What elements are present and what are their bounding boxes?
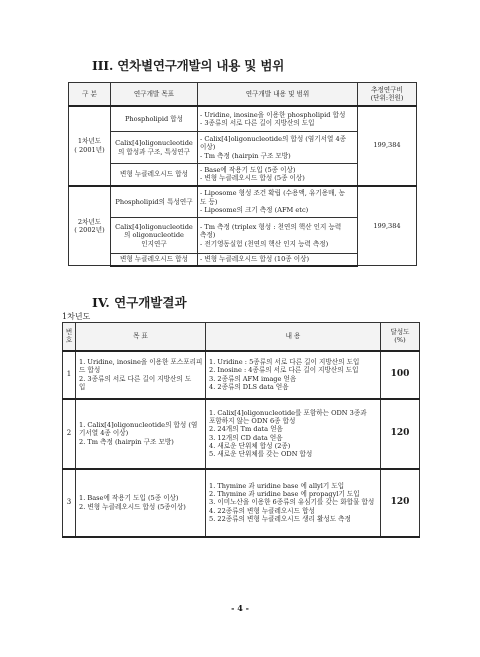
content-line: 3. 2종류의 AFM image 얻음 xyxy=(209,374,297,383)
row-goal xyxy=(76,469,206,537)
content-line: 도 등) xyxy=(200,197,218,206)
goal-line: 2. 3종류의 서로 다른 길이 지방산의 도 xyxy=(79,374,192,383)
header-budget-label: 추정연구비 xyxy=(371,85,403,94)
row-achievement: 120 xyxy=(381,399,420,469)
goal-line: 드 합성 xyxy=(79,366,101,375)
content-line: 2. Inosine : 4종류의 서로 다른 길이 지방산의 도입 xyxy=(209,366,359,375)
header-goal: 목 표 xyxy=(76,323,206,351)
content-line: 4. 새로운 단위체 합성 (2종) xyxy=(209,441,291,450)
row-content xyxy=(206,351,381,399)
goal-line: 의 합성과 구조, 특성연구 xyxy=(117,147,191,156)
content-line: - Base에 작용기 도입 (5종 이상) xyxy=(200,166,296,175)
row-number: 3 xyxy=(63,469,76,537)
year1-goal-3: 변형 누클레오시드 합성 xyxy=(111,164,198,186)
row-goal xyxy=(76,399,206,469)
content-line: - 3종류의 서로 다른 길이 지방산의 도입 xyxy=(200,118,315,127)
page-number: - 4 - xyxy=(231,603,249,613)
goal-line: 의 oligonucleotide xyxy=(124,231,184,240)
row-achievement: 120 xyxy=(381,469,420,537)
content-line: - Tm 측정 (triplex 형성 : 천연의 핵산 인지 능력 xyxy=(200,223,342,232)
header-number-line: 호 xyxy=(65,336,73,345)
content-line: 포함하지 않는 ODN 6종 합성 xyxy=(209,417,296,426)
year1-content-3 xyxy=(198,164,358,186)
content-line: 5. 22종류의 변형 누클레오시드 생리 활성도 측정 xyxy=(209,514,351,523)
row-content xyxy=(206,399,381,469)
year1-goal-1: Phospholipid 합성 xyxy=(111,106,198,132)
goal-line: 1. Calix[4]oligonucleotide의 합성 (염 xyxy=(79,421,198,430)
header-budget xyxy=(358,83,417,106)
year1-label: 1차년도 xyxy=(77,137,102,146)
row-number: 2 xyxy=(63,399,76,469)
content-line: - Uridine, inosine을 이용한 phospholipid 합성 xyxy=(200,110,346,119)
content-line: 2. 24개의 Tm data 얻음 xyxy=(209,425,283,434)
year2-goal-2 xyxy=(111,218,198,254)
table-row xyxy=(63,399,420,469)
content-line: - Calix[4]oligonucleotide의 합성 (염기서열 4종 xyxy=(200,135,347,144)
goal-line: Calix[4]oligonucleotide xyxy=(115,223,193,232)
content-line: - Liposome의 크기 측정 (AFM etc) xyxy=(200,205,309,214)
year2-content-1 xyxy=(198,186,358,218)
content-line: 4. 22종류의 변형 누클레오시드 합성 xyxy=(209,506,315,515)
header-category: 구 분 xyxy=(69,83,111,106)
table-row xyxy=(69,186,417,218)
year1-budget: 199,384 xyxy=(358,106,417,186)
year2-label: 2차년도 xyxy=(77,217,102,226)
header-number-line: 번 xyxy=(65,328,73,337)
content-line: - 변형 누클레오시드 합성 (5종 이상) xyxy=(200,174,305,183)
year2-budget: 199,384 xyxy=(358,186,417,266)
header-budget-unit: (단위:천원) xyxy=(370,93,404,102)
row-number: 1 xyxy=(63,351,76,399)
table-row xyxy=(69,106,417,132)
goal-line: 기서열 4종 이상) xyxy=(79,429,129,438)
year2-goal-3: 변형 누클레오시드 합성 xyxy=(111,254,198,266)
year1-content-1 xyxy=(198,106,358,132)
goal-line: 1. Base에 작용기 도입 (5종 이상) xyxy=(79,494,179,503)
year2-period: ( 2002년) xyxy=(74,225,105,234)
year1-goal-2 xyxy=(111,132,198,164)
content-line: 1. Thymine 과 uridine base 에 allyl기 도입 xyxy=(209,481,345,490)
table-row xyxy=(63,469,420,537)
year2-content-3: - 변형 누클레오시드 합성 (10종 이상) xyxy=(198,254,358,266)
row-goal xyxy=(76,351,206,399)
goal-line: 입 xyxy=(79,382,86,391)
content-line: 이상) xyxy=(200,143,216,152)
content-line: 1. Uridine : 5종류의 서로 다른 길이 지방산의 도입 xyxy=(209,358,360,367)
row-content xyxy=(206,469,381,537)
header-number xyxy=(63,323,76,351)
goal-line: Calix[4]oligonucleotide xyxy=(115,139,193,148)
header-content: 연구개발 내용 및 범위 xyxy=(198,83,358,106)
content-line: 1. Calix[4]oligonucleotide를 포함하는 ODN 3종과 xyxy=(209,408,367,417)
year2-content-2 xyxy=(198,218,358,254)
content-line: 3. 이미노산을 이용한 6종류의 유심기를 갖는 화합물 합성 xyxy=(209,498,375,507)
year2-goal-1: Phospholipid의 특성연구 xyxy=(111,186,198,218)
content-line: 2. Thymine 과 uridine base 에 propagyl기 도입 xyxy=(209,490,360,499)
row-achievement: 100 xyxy=(381,351,420,399)
section-title-results: IV. 연구개발결과 xyxy=(92,295,187,310)
goal-line: 2. 변형 누클레오시드 합성 (5종이상) xyxy=(79,502,186,511)
goal-line: 2. Tm 측정 (hairpin 구조 모방) xyxy=(79,437,174,446)
goal-line: 인지연구 xyxy=(141,239,167,248)
content-line: 3. 12개의 CD data 얻음 xyxy=(209,433,283,442)
year1-content-2 xyxy=(198,132,358,164)
table-header-row xyxy=(63,323,420,351)
section-title-research-scope: III. 연차별연구개발의 내용 및 범위 xyxy=(92,58,285,73)
header-achievement-label: 달성도 xyxy=(390,328,410,337)
year2-cell xyxy=(69,186,111,266)
header-achievement-unit: (%) xyxy=(394,336,406,345)
content-line: 측정) xyxy=(200,231,216,240)
content-line: - 전기영동실험 (천연의 핵산 인지 능력 측정) xyxy=(200,239,329,248)
content-line: 4. 2종류의 DLS data 얻음 xyxy=(209,382,289,391)
header-content: 내 용 xyxy=(206,323,381,351)
goal-line: 1. Uridine, inosine을 이용한 포스포리피 xyxy=(79,358,203,367)
header-achievement xyxy=(381,323,420,351)
content-line: - Tm 측정 (hairpin 구조 모방) xyxy=(200,151,291,160)
year1-cell xyxy=(69,106,111,186)
table-row xyxy=(63,351,420,399)
year1-period: ( 2001년) xyxy=(74,145,105,154)
table-header-row xyxy=(69,83,417,106)
results-year-label: 1차년도 xyxy=(62,312,91,321)
content-line: - Liposome 형성 조건 확립 (수용액, 유기용매, 농 xyxy=(200,189,346,198)
content-line: 5. 새로운 단위체를 갖는 ODN 합성 xyxy=(209,449,313,458)
yearly-research-table xyxy=(68,82,417,267)
results-table xyxy=(62,322,420,538)
header-goal: 연구개발 목표 xyxy=(111,83,198,106)
